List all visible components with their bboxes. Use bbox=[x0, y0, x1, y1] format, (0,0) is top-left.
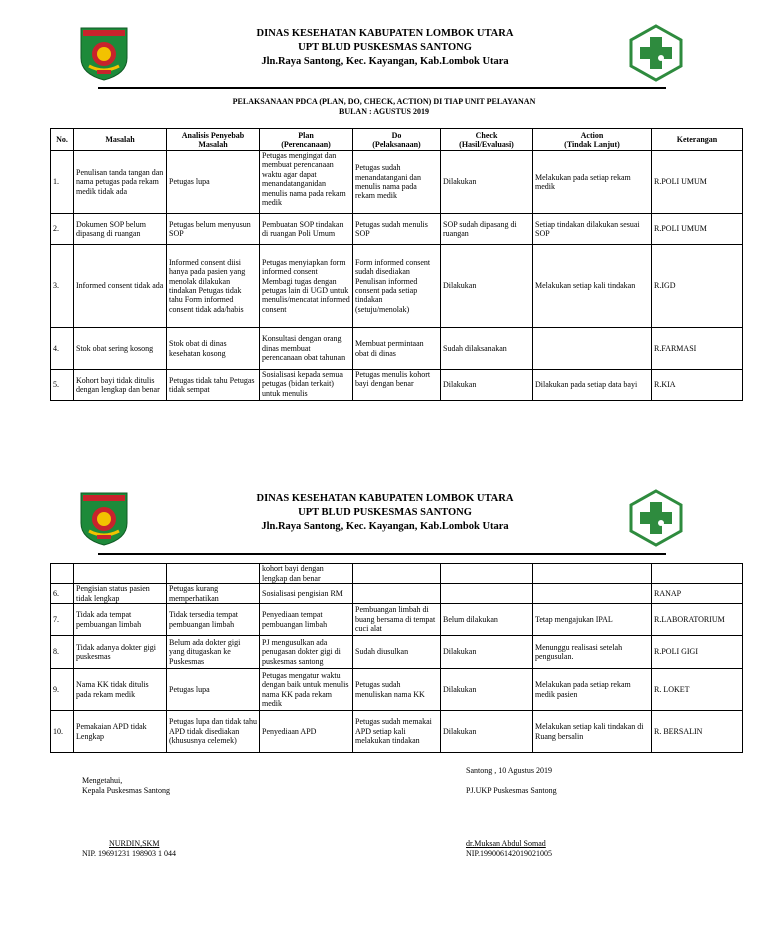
agency-line-2: UPT BLUD PUSKESMAS SANTONG bbox=[298, 42, 472, 53]
table-row bbox=[51, 370, 743, 401]
row-action: Tetap mengajukan IPAL bbox=[533, 604, 652, 636]
row-check: Dilakukan bbox=[441, 151, 533, 214]
row-plan: Petugas mengingat dan membuat perencanaan waktu agar dapat menandatanganidan menulis nama pada rekam medik bbox=[260, 151, 353, 214]
row-masalah: Nama KK tidak ditulis pada rekam medik bbox=[74, 669, 167, 711]
row-analisis: Petugas lupa bbox=[167, 151, 260, 214]
signature-date: Santong , 10 Agustus 2019 bbox=[466, 766, 553, 775]
row-no: 1. bbox=[51, 151, 74, 214]
row-masalah: Tidak adanya dokter gigi puskesmas bbox=[74, 636, 167, 669]
puskesmas-cross-logo-icon bbox=[627, 24, 685, 82]
row-do: Petugas sudah memakai APD setiap kali melakukan tindakan bbox=[353, 711, 441, 753]
row-plan: Penyediaan APD bbox=[260, 711, 353, 753]
row-plan: PJ mengusulkan ada penugasan dokter gigi di puskesmas santong bbox=[260, 636, 353, 669]
row-analisis: Petugas tidak tahu Petugas tidak sempat bbox=[167, 370, 260, 401]
row-keterangan: R.IGD bbox=[652, 245, 743, 328]
row-no: 10. bbox=[51, 711, 74, 753]
row-masalah: Informed consent tidak ada bbox=[74, 245, 167, 328]
left-signatory-name: NURDIN,SKM bbox=[109, 839, 160, 848]
lombok-utara-emblem-icon bbox=[79, 491, 129, 546]
row-masalah: Penulisan tanda tangan dan nama petugas pada rekam medik tidak ada bbox=[74, 151, 167, 214]
row-check: Dilakukan bbox=[441, 370, 533, 401]
col-masalah: Masalah bbox=[74, 129, 167, 151]
row-plan: Konsultasi dengan orang dinas membuat perencanaan obat tahunan bbox=[260, 328, 353, 370]
row-keterangan: R.KIA bbox=[652, 370, 743, 401]
row-masalah: Kohort bayi tidak ditulis dengan lengkap dan benar bbox=[74, 370, 167, 401]
table-row bbox=[51, 669, 743, 711]
row-plan: Sosialisasi kepada semua petugas (bidan terkait) untuk menulis bbox=[260, 370, 353, 401]
agency-line-1: DINAS KESEHATAN KABUPATEN LOMBOK UTARA bbox=[256, 28, 514, 39]
row-keterangan: R.POLI UMUM bbox=[652, 214, 743, 245]
row-do: Sudah diusulkan bbox=[353, 636, 441, 669]
row-plan: kohort bayi dengan lengkap dan benar bbox=[260, 564, 353, 584]
row-action bbox=[533, 328, 652, 370]
row-analisis: Stok obat di dinas kesehatan kosong bbox=[167, 328, 260, 370]
title-line-2: BULAN : AGUSTUS 2019 bbox=[338, 107, 429, 116]
row-plan: Petugas menyiapkan form informed consent Membagi tugas dengan petugas lain di UGD untuk menulis/mencatat informed consent bbox=[260, 245, 353, 328]
row-check: Sudah dilaksanakan bbox=[441, 328, 533, 370]
row-analisis: Petugas belum menyusun SOP bbox=[167, 214, 260, 245]
row-action: Menunggu realisasi setelah pengusulan. bbox=[533, 636, 652, 669]
row-keterangan: R. BERSALIN bbox=[652, 711, 743, 753]
table-row bbox=[51, 711, 743, 753]
row-action: Setiap tindakan dilakukan sesuai SOP bbox=[533, 214, 652, 245]
left-signatory-title: Kepala Puskesmas Santong bbox=[82, 786, 170, 795]
right-signatory-title: PJ.UKP Puskesmas Santong bbox=[466, 786, 557, 795]
row-keterangan: RANAP bbox=[652, 584, 743, 604]
row-masalah: Pemakaian APD tidak Lengkap bbox=[74, 711, 167, 753]
row-no: 2. bbox=[51, 214, 74, 245]
row-do: Petugas menulis kohort bayi dengan benar bbox=[353, 370, 441, 401]
row-do: Form informed consent sudah disediakan Penulisan informed consent pada setiap tindakan (setuju/menolak) bbox=[353, 245, 441, 328]
header-divider bbox=[98, 553, 666, 555]
row-analisis: Belum ada dokter gigi yang ditugaskan ke Puskesmas bbox=[167, 636, 260, 669]
left-signatory-nip: NIP. 19691231 198903 1 044 bbox=[82, 849, 177, 858]
row-do bbox=[353, 584, 441, 604]
row-no: 9. bbox=[51, 669, 74, 711]
signature-left-label bbox=[82, 776, 170, 796]
col-keterangan: Keterangan bbox=[652, 129, 743, 151]
puskesmas-cross-logo-icon bbox=[627, 489, 685, 547]
row-do: Membuat permintaan obat di dinas bbox=[353, 328, 441, 370]
row-action: Melakukan setiap kali tindakan bbox=[533, 245, 652, 328]
header-divider bbox=[98, 87, 666, 89]
title-line-1: PELAKSANAAN PDCA (PLAN, DO, CHECK, ACTION) DI TIAP UNIT PELAYANAN bbox=[232, 97, 536, 106]
agency-address: Jln.Raya Santong, Kec. Kayangan, Kab.Lombok Utara bbox=[261, 521, 509, 532]
row-check: Dilakukan bbox=[441, 711, 533, 753]
document-title bbox=[150, 97, 618, 117]
row-masalah: Stok obat sering kosong bbox=[74, 328, 167, 370]
row-action: Dilakukan pada setiap data bayi bbox=[533, 370, 652, 401]
row-analisis: Tidak tersedia tempat pembuangan limbah bbox=[167, 604, 260, 636]
row-plan: Pembuatan SOP tindakan di ruangan Poli Umum bbox=[260, 214, 353, 245]
row-no: 3. bbox=[51, 245, 74, 328]
col-no: No. bbox=[51, 129, 74, 151]
row-keterangan: R. LOKET bbox=[652, 669, 743, 711]
lombok-utara-emblem-icon bbox=[79, 26, 129, 81]
row-analisis: Petugas lupa bbox=[167, 669, 260, 711]
row-masalah: Pengisian status pasien tidak lengkap bbox=[74, 584, 167, 604]
row-analisis: Petugas lupa dan tidak tahu APD tidak disediakan (khususnya celemek) bbox=[167, 711, 260, 753]
agency-line-1: DINAS KESEHATAN KABUPATEN LOMBOK UTARA bbox=[256, 493, 514, 504]
row-keterangan: R.FARMASI bbox=[652, 328, 743, 370]
row-do: Petugas sudah menuliskan nama KK bbox=[353, 669, 441, 711]
right-signatory-name: dr.Muksan Abdul Somad bbox=[466, 839, 546, 848]
agency-line-2: UPT BLUD PUSKESMAS SANTONG bbox=[298, 507, 472, 518]
row-analisis: Informed consent diisi hanya pada pasien yang menolak dilakukan tindakan Petugas tidak tahu Form informed consent tidak ada/habis bbox=[167, 245, 260, 328]
table-row bbox=[51, 584, 743, 604]
row-do: Pembuangan limbah di buang bersama di tempat cuci alat bbox=[353, 604, 441, 636]
row-keterangan: R.POLI UMUM bbox=[652, 151, 743, 214]
row-check: Dilakukan bbox=[441, 669, 533, 711]
row-no: 6. bbox=[51, 584, 74, 604]
signature-left-name bbox=[82, 839, 176, 859]
col-plan: Plan (Perencanaan) bbox=[260, 129, 353, 151]
row-no: 5. bbox=[51, 370, 74, 401]
agency-heading bbox=[150, 492, 620, 534]
row-action: Melakukan pada setiap rekam medik bbox=[533, 151, 652, 214]
row-keterangan: R.POLI GIGI bbox=[652, 636, 743, 669]
table-row bbox=[51, 214, 743, 245]
row-do: Petugas sudah menulis SOP bbox=[353, 214, 441, 245]
table-row bbox=[51, 604, 743, 636]
agency-heading bbox=[150, 27, 620, 69]
row-no: 8. bbox=[51, 636, 74, 669]
row-action bbox=[533, 584, 652, 604]
row-masalah: Dokumen SOP belum dipasang di ruangan bbox=[74, 214, 167, 245]
table-row bbox=[51, 328, 743, 370]
row-no: 4. bbox=[51, 328, 74, 370]
row-do: Petugas sudah menandatangani dan menulis nama pada rekam medik bbox=[353, 151, 441, 214]
col-check: Check (Hasil/Evaluasi) bbox=[441, 129, 533, 151]
col-analisis: Analisis Penyebab Masalah bbox=[167, 129, 260, 151]
table-row bbox=[51, 636, 743, 669]
row-action: Melakukan pada setiap rekam medik pasien bbox=[533, 669, 652, 711]
pdca-table-page1 bbox=[50, 128, 743, 401]
col-action: Action (Tindak Lanjut) bbox=[533, 129, 652, 151]
row-analisis: Petugas kurang memperhatikan bbox=[167, 584, 260, 604]
row-plan: Penyediaan tempat pembuangan limbah bbox=[260, 604, 353, 636]
row-check bbox=[441, 584, 533, 604]
right-signatory-nip: NIP.199006142019021005 bbox=[466, 849, 553, 858]
row-plan: Sosialisasi pengisian RM bbox=[260, 584, 353, 604]
signature-right-name bbox=[466, 839, 552, 859]
row-check: Dilakukan bbox=[441, 636, 533, 669]
row-no: 7. bbox=[51, 604, 74, 636]
row-check: Belum dilakukan bbox=[441, 604, 533, 636]
continuation-row bbox=[51, 564, 743, 584]
table-header-row bbox=[51, 129, 743, 151]
table-row bbox=[51, 245, 743, 328]
row-check: SOP sudah dipasang di ruangan bbox=[441, 214, 533, 245]
row-keterangan: R.LABORATORIUM bbox=[652, 604, 743, 636]
acknowledged-label: Mengetahui, bbox=[82, 776, 123, 785]
row-check: Dilakukan bbox=[441, 245, 533, 328]
row-masalah: Tidak ada tempat pembuangan limbah bbox=[74, 604, 167, 636]
row-action: Melakukan setiap kali tindakan di Ruang bersalin bbox=[533, 711, 652, 753]
table-row bbox=[51, 151, 743, 214]
agency-address: Jln.Raya Santong, Kec. Kayangan, Kab.Lombok Utara bbox=[261, 56, 509, 67]
pdca-table-page2 bbox=[50, 563, 743, 753]
row-plan: Petugas mengatur waktu dengan baik untuk menulis nama KK pada rekam medik bbox=[260, 669, 353, 711]
col-do: Do (Pelaksanaan) bbox=[353, 129, 441, 151]
